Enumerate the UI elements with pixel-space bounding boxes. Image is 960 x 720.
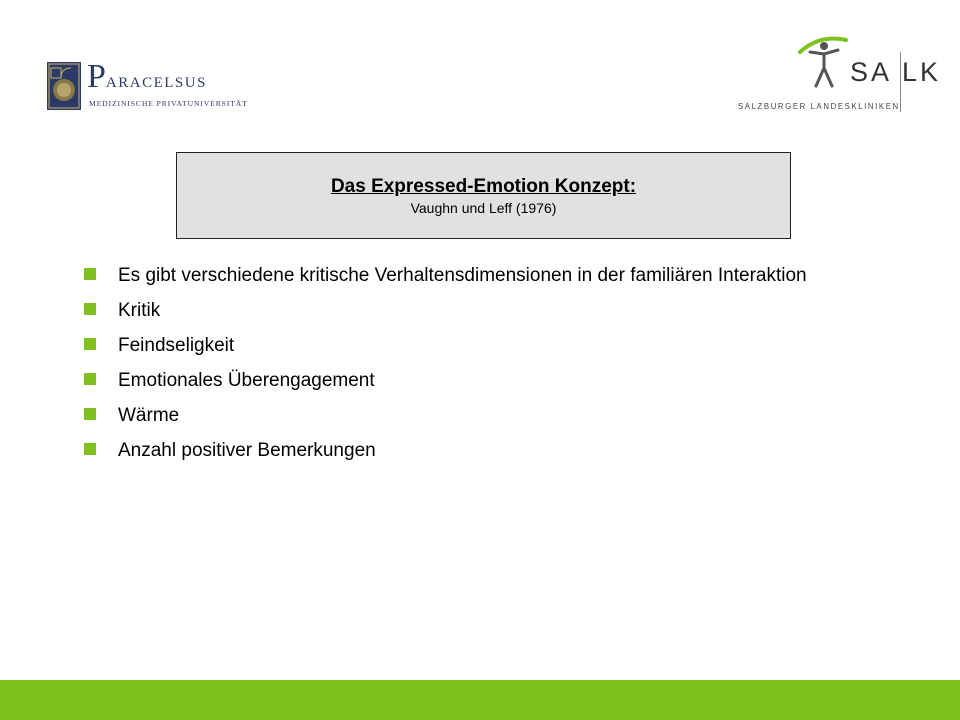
bullet-item [84,439,884,463]
salk-subtitle: SALZBURGER LANDESKLINIKEN [738,102,900,111]
paracelsus-wordmark [87,60,207,94]
paracelsus-subtitle: MEDIZINISCHE PRIVATUNIVERSITÄT [89,99,248,108]
bullet-text: Feindseligkeit [118,335,235,356]
bullet-item [84,404,884,428]
bottom-accent-bar [0,680,960,720]
salk-sa-text: SA [850,57,893,87]
bullet-square-icon [84,443,96,455]
bullet-list [84,264,884,474]
paracelsus-emblem-icon [47,62,81,110]
paracelsus-name-rest: ARACELSUS [105,75,207,91]
bullet-text: Anzahl positiver Bemerkungen [118,440,376,461]
slide-subtitle: Vaughn und Leff (1976) [410,200,557,216]
bullet-square-icon [84,268,96,280]
bullet-item [84,369,884,393]
slide-title: Das Expressed-Emotion Konzept: [330,176,637,197]
salk-divider [900,52,901,112]
bullet-square-icon [84,373,96,385]
salk-figure-icon [794,30,854,90]
paracelsus-initial: P [87,58,106,95]
bullet-item [84,299,884,323]
title-box [176,152,791,239]
paracelsus-logo [47,58,248,112]
bullet-text: Emotionales Überengagement [118,370,375,391]
bullet-item [84,334,884,358]
bullet-item [84,264,908,288]
salk-lk-text: LK [902,57,942,87]
bullet-text: Kritik [118,300,161,321]
bullet-square-icon [84,303,96,315]
bullet-square-icon [84,408,96,420]
bullet-square-icon [84,338,96,350]
bullet-text: Es gibt verschiedene kritische Verhaltensdimensionen in der familiären Interaktion [118,265,807,286]
salk-logo [736,30,942,116]
bullet-text: Wärme [118,405,180,426]
